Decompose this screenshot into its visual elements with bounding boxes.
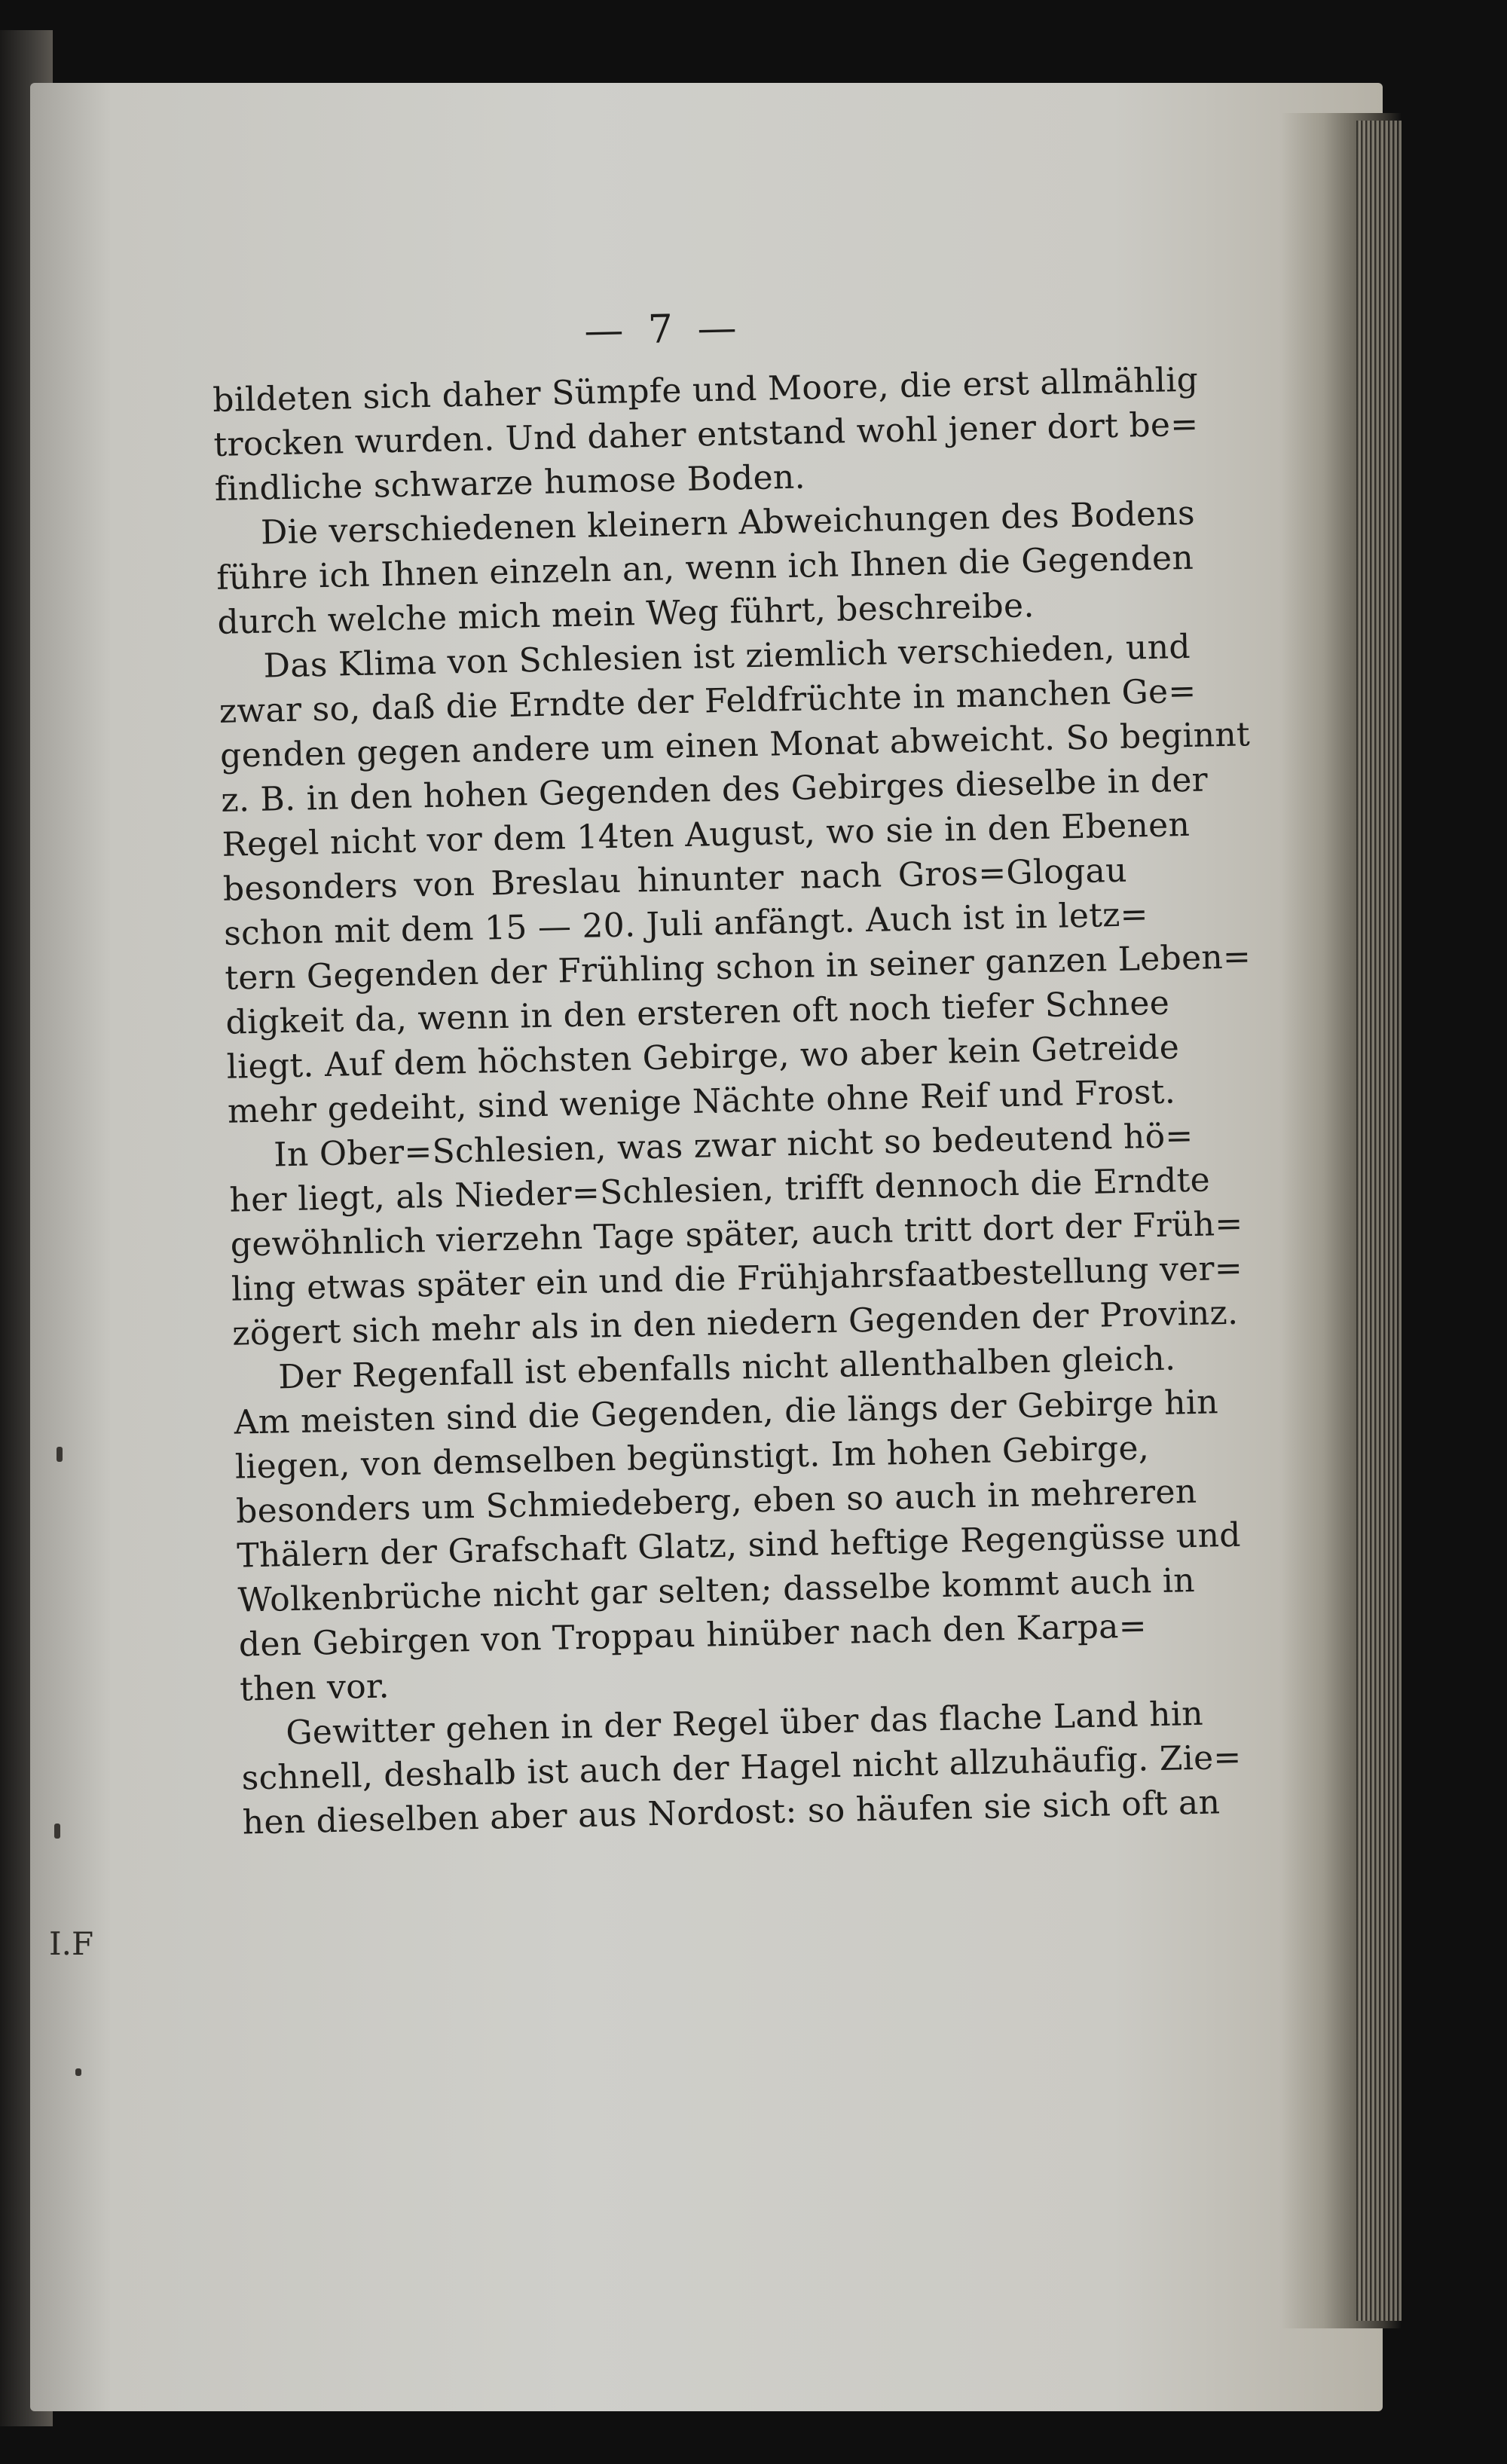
text-line: trocken wurden. Und daher entstand wohl jener dort be=	[213, 405, 1199, 464]
text-line: liegt. Auf dem höchsten Gebirge, wo aber kein Getreide	[226, 1028, 1180, 1087]
text-line: mehr gedeiht, sind wenige Nächte ohne Reif und Frost.	[227, 1072, 1176, 1131]
text-line: Gewitter gehen in der Regel über das flache Land hin	[285, 1694, 1204, 1753]
text-line: führe ich Ihnen einzeln an, wenn ich Ihnen die Gegenden	[216, 538, 1194, 598]
text-line: schon mit dem 15 — 20. Juli anfängt. Auch ist in letz=	[223, 895, 1149, 953]
text-line: liegen, von demselben begünstigt. Im hohen Gebirge,	[234, 1429, 1150, 1487]
text-line: Regel nicht vor dem 14ten August, wo sie in den Ebenen	[222, 805, 1191, 864]
text-line: Das Klima von Schlesien ist ziemlich verschieden, und	[263, 627, 1191, 686]
text-block	[211, 298, 1252, 1845]
page-number: — 7 —	[583, 305, 744, 354]
text-line: genden gegen andere um einen Monat abweicht. So beginnt	[219, 715, 1251, 775]
text-line: schnell, deshalb ist auch der Hagel nicht allzuhäufig. Zie=	[241, 1738, 1243, 1798]
text-line: besonders um Schmiedeberg, eben so auch in mehreren	[235, 1472, 1197, 1531]
page-spot	[75, 2068, 81, 2076]
page-spot	[54, 1824, 60, 1839]
text-line: In Ober=Schlesien, was zwar nicht so bedeutend hö=	[273, 1116, 1194, 1175]
text-line: den Gebirgen von Troppau hinüber nach den Karpa=	[238, 1606, 1148, 1665]
text-line: Die verschiedenen kleinern Abweichungen des Bodens	[260, 494, 1196, 552]
text-line: gewöhnlich vierzehn Tage später, auch tritt dort der Früh=	[230, 1204, 1244, 1264]
page-stack-lines	[1356, 121, 1402, 2321]
page-spot	[57, 1447, 63, 1462]
text-line: then vor.	[239, 1667, 390, 1709]
text-line: zwar so, daß die Erndte der Feldfrüchte in manchen Ge=	[219, 671, 1197, 731]
text-line: ling etwas später ein und die Frühjahrsfaatbestellung ver=	[231, 1249, 1243, 1309]
text-line: Thälern der Grafschaft Glatz, sind heftige Regengüsse und	[236, 1515, 1242, 1576]
text-line: Der Regenfall ist ebenfalls nicht allenthalben gleich.	[277, 1339, 1176, 1397]
text-line: zögert sich mehr als in den niedern Gegenden der Provinz.	[231, 1293, 1239, 1353]
margin-mark: I.F	[49, 1925, 94, 1962]
text-line: bildeten sich daher Sümpfe und Moore, die erst allmählig	[212, 360, 1199, 420]
text-line: findliche schwarze humose Boden.	[214, 457, 806, 509]
text-line: besonders von Breslau hinunter nach Gros=Glogau	[222, 851, 1128, 909]
text-line: Am meisten sind die Gegenden, die längs der Gebirge hin	[234, 1383, 1219, 1442]
text-line: hen dieselben aber aus Nordost: so häufen sie sich oft an	[242, 1783, 1221, 1842]
text-line: Wolkenbrüche nicht gar selten; dasselbe kommt auch in	[237, 1561, 1196, 1620]
text-line: digkeit da, wenn in den ersteren oft noch tiefer Schnee	[225, 983, 1170, 1042]
text-line: her liegt, als Nieder=Schlesien, trifft dennoch die Erndte	[229, 1160, 1211, 1220]
text-line: z. B. in den hohen Gegenden des Gebirges dieselbe in der	[220, 760, 1209, 820]
text-line: durch welche mich mein Weg führt, beschreibe.	[216, 586, 1035, 642]
text-line: tern Gegenden der Frühling schon in seiner ganzen Leben=	[224, 937, 1252, 998]
